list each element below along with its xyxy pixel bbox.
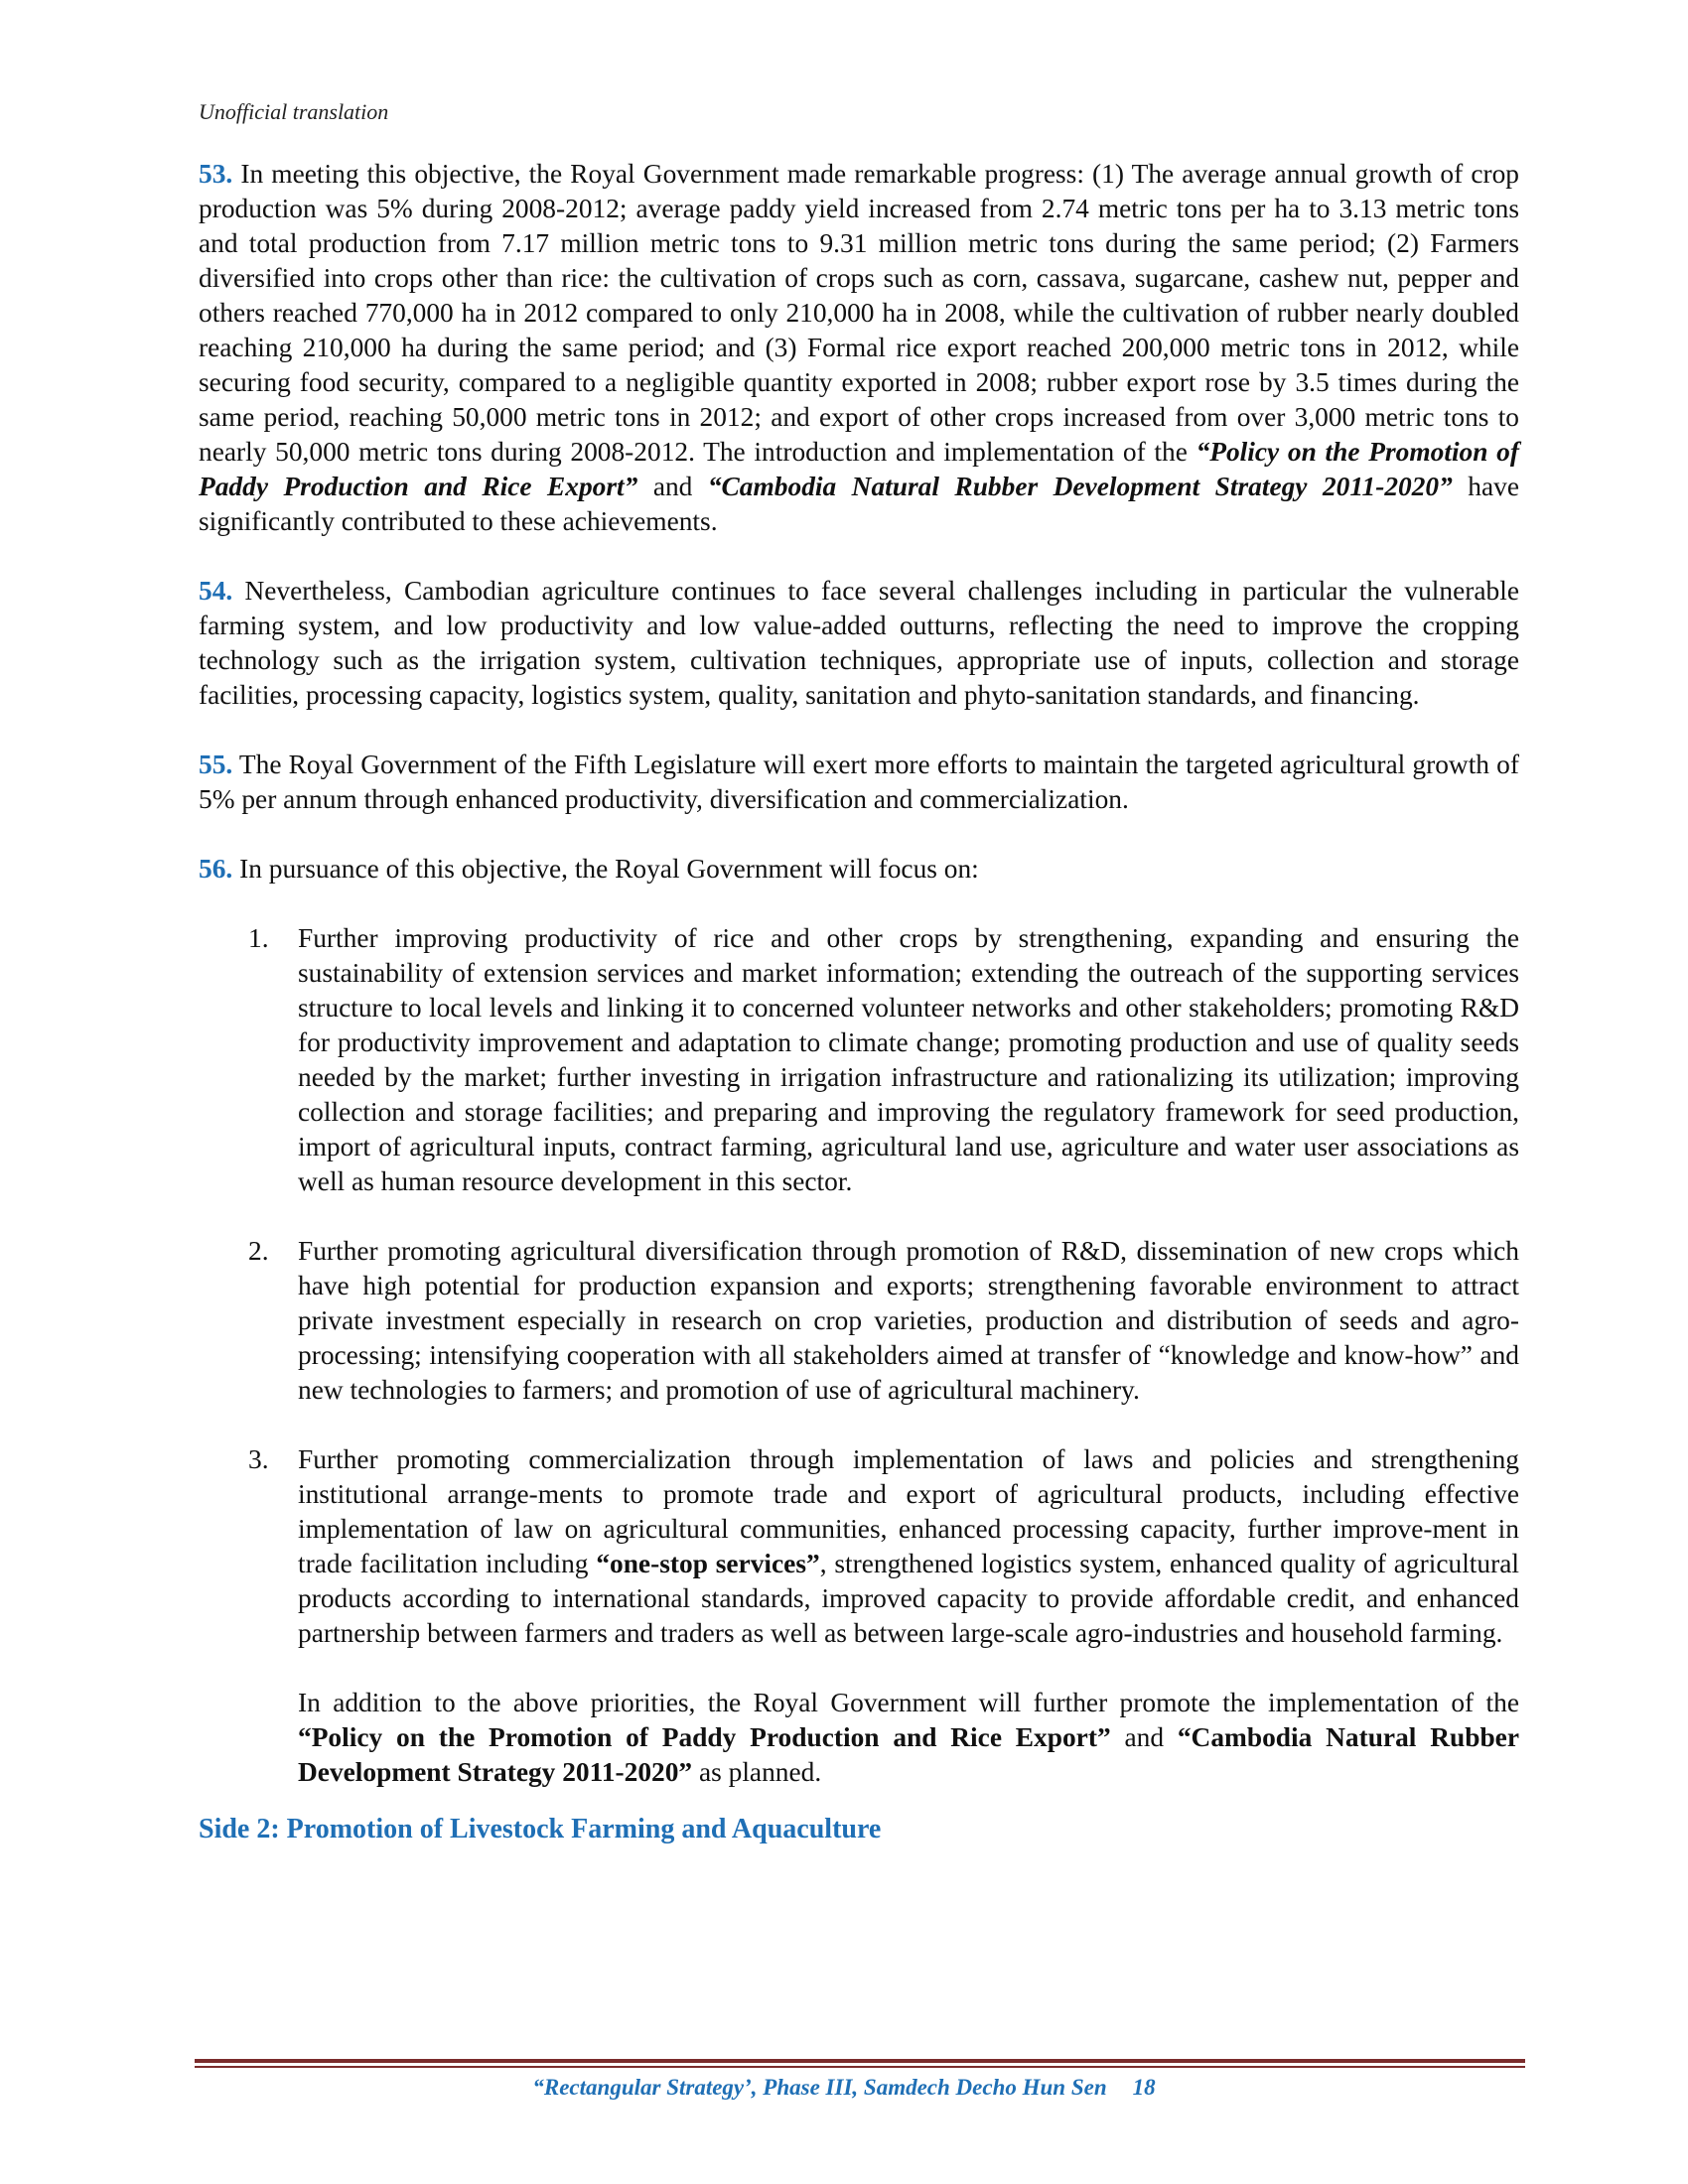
header-note: Unofficial translation	[199, 99, 389, 124]
one-stop-services-term: “one-stop services”	[596, 1549, 820, 1578]
paragraph-number: 56.	[199, 854, 233, 884]
footer-divider-thin	[195, 2066, 1525, 2068]
list-item-text: Further improving productivity of rice and other crops by strengthening, expanding and ensuring the sustainability of extension services and market information; extending the outreach of the supporting services structure to local levels and linking it to concerned volunteer networks and other stakeholders; promoting R&D for productivity improvement and adaptation to climate change; promoting production and use of quality seeds needed by the market; further investing in irrigation infrastructure and rationalizing its utilization; improving collection and storage facilities; and preparing and improving the regulatory framework for seed production, import of agricultural inputs, contract farming, agricultural land use, agriculture and water user associations as well as human resource development in this sector.	[298, 923, 1519, 1196]
paragraph-text: Nevertheless, Cambodian agriculture continues to face several challenges including in particular the vulnerable farming system, and low productivity and low value-added outturns, reflecting the need to improve the cropping technology such as the irrigation system, cultivation techniques, appropriate use of inputs, collection and storage facilities, processing capacity, logistics system, quality, sanitation and phyto-sanitation standards, and financing.	[199, 576, 1519, 710]
list-item-number: 2.	[248, 1236, 269, 1266]
page-number: 18	[1132, 2075, 1156, 2100]
list-item-text: , strengthened logistics system, enhanced quality of agricultural products according to international standards, improved capacity to provide affordable credit, and enhanced partnership between farmers and traders as well as between large-scale agro-industries and household farming.	[298, 1549, 1519, 1648]
list-item	[199, 1442, 1519, 1651]
paragraph-text: The Royal Government of the Fifth Legislature will exert more efforts to maintain the targeted agricultural growth of 5% per annum through enhanced productivity, diversification and commercialization.	[199, 750, 1519, 814]
paragraph-54	[199, 574, 1519, 713]
addendum-paragraph	[199, 1686, 1519, 1790]
paragraph-text: and	[637, 472, 708, 501]
paragraph-number: 53.	[199, 159, 233, 189]
policy-title-rice: “Policy on the Promotion of Paddy Production and Rice Export”	[199, 437, 1520, 501]
paragraph-number: 55.	[199, 750, 233, 779]
list-item-text: Further promoting commercialization through implementation of laws and policies and strengthening institutional arrange-ments to promote trade and export of agricultural products, including effective implementation of law on agricultural communities, enhanced processing capacity, further improve-ment in trade facilitation including	[298, 1444, 1519, 1578]
paragraph-text: In pursuance of this objective, the Royal Government will focus on:	[232, 854, 979, 884]
footer-divider	[195, 2059, 1525, 2063]
paragraph-55	[199, 748, 1519, 817]
paragraph-text: In meeting this objective, the Royal Government made remarkable progress: (1) The average annual growth of crop production was 5% during 2008-2012; average paddy yield increased from 2.74 metric tons per ha to 3.13 metric tons and total production from 7.17 million metric tons to 9.31 million metric tons during the same period; (2) Farmers diversified into crops other than rice: the cultivation of crops such as corn, cassava, sugarcane, cashew nut, pepper and others reached 770,000 ha in 2012 compared to only 210,000 ha in 2008, while the cultivation of rubber nearly doubled reaching 210,000 ha during the same period; and (3) Formal rice export reached 200,000 metric tons in 2012, while securing food security, compared to a negligible quantity exported in 2008; rubber export rose by 3.5 times during the same period, reaching 50,000 metric tons in 2012; and export of other crops increased from over 3,000 metric tons to nearly 50,000 metric tons during 2008-2012. The introduction and implementation of the	[199, 159, 1519, 467]
section-heading: Side 2: Promotion of Livestock Farming and Aquaculture	[199, 1814, 882, 1844]
footer-title: “Rectangular Strategy’, Phase III, Samdech Decho Hun Sen	[532, 2075, 1107, 2100]
policy-title-rice: “Policy on the Promotion of Paddy Production and Rice Export”	[298, 1722, 1111, 1752]
document-body	[199, 157, 1519, 1846]
addendum-text: as planned.	[692, 1757, 822, 1787]
paragraph-56	[199, 852, 1519, 887]
paragraph-text: have significantly contributed to these achievements.	[199, 472, 1519, 536]
list-item	[199, 1234, 1519, 1408]
strategy-title-rubber: “Cambodia Natural Rubber Development Strategy 2011-2020”	[298, 1722, 1519, 1787]
strategy-title-rubber: “Cambodia Natural Rubber Development Strategy 2011-2020”	[707, 472, 1453, 501]
list-item-text: Further promoting agricultural diversification through promotion of R&D, dissemination of new crops which have high potential for production expansion and exports; strengthening favorable environment to attract private investment especially in research on crop varieties, production and distribution of seeds and agro-processing; intensifying cooperation with all stakeholders aimed at transfer of “knowledge and know-how” and new technologies to farmers; and promotion of use of agricultural machinery.	[298, 1236, 1519, 1405]
paragraph-number: 54.	[199, 576, 233, 606]
list-item	[199, 921, 1519, 1199]
paragraph-53	[199, 157, 1519, 539]
addendum-text: and	[1110, 1722, 1178, 1752]
list-item-number: 3.	[248, 1444, 269, 1474]
list-item-number: 1.	[248, 923, 269, 953]
page-footer	[0, 2075, 1688, 2101]
addendum-text: In addition to the above priorities, the Royal Government will further promote the implementation of the	[298, 1688, 1519, 1717]
priority-list	[199, 921, 1519, 1651]
